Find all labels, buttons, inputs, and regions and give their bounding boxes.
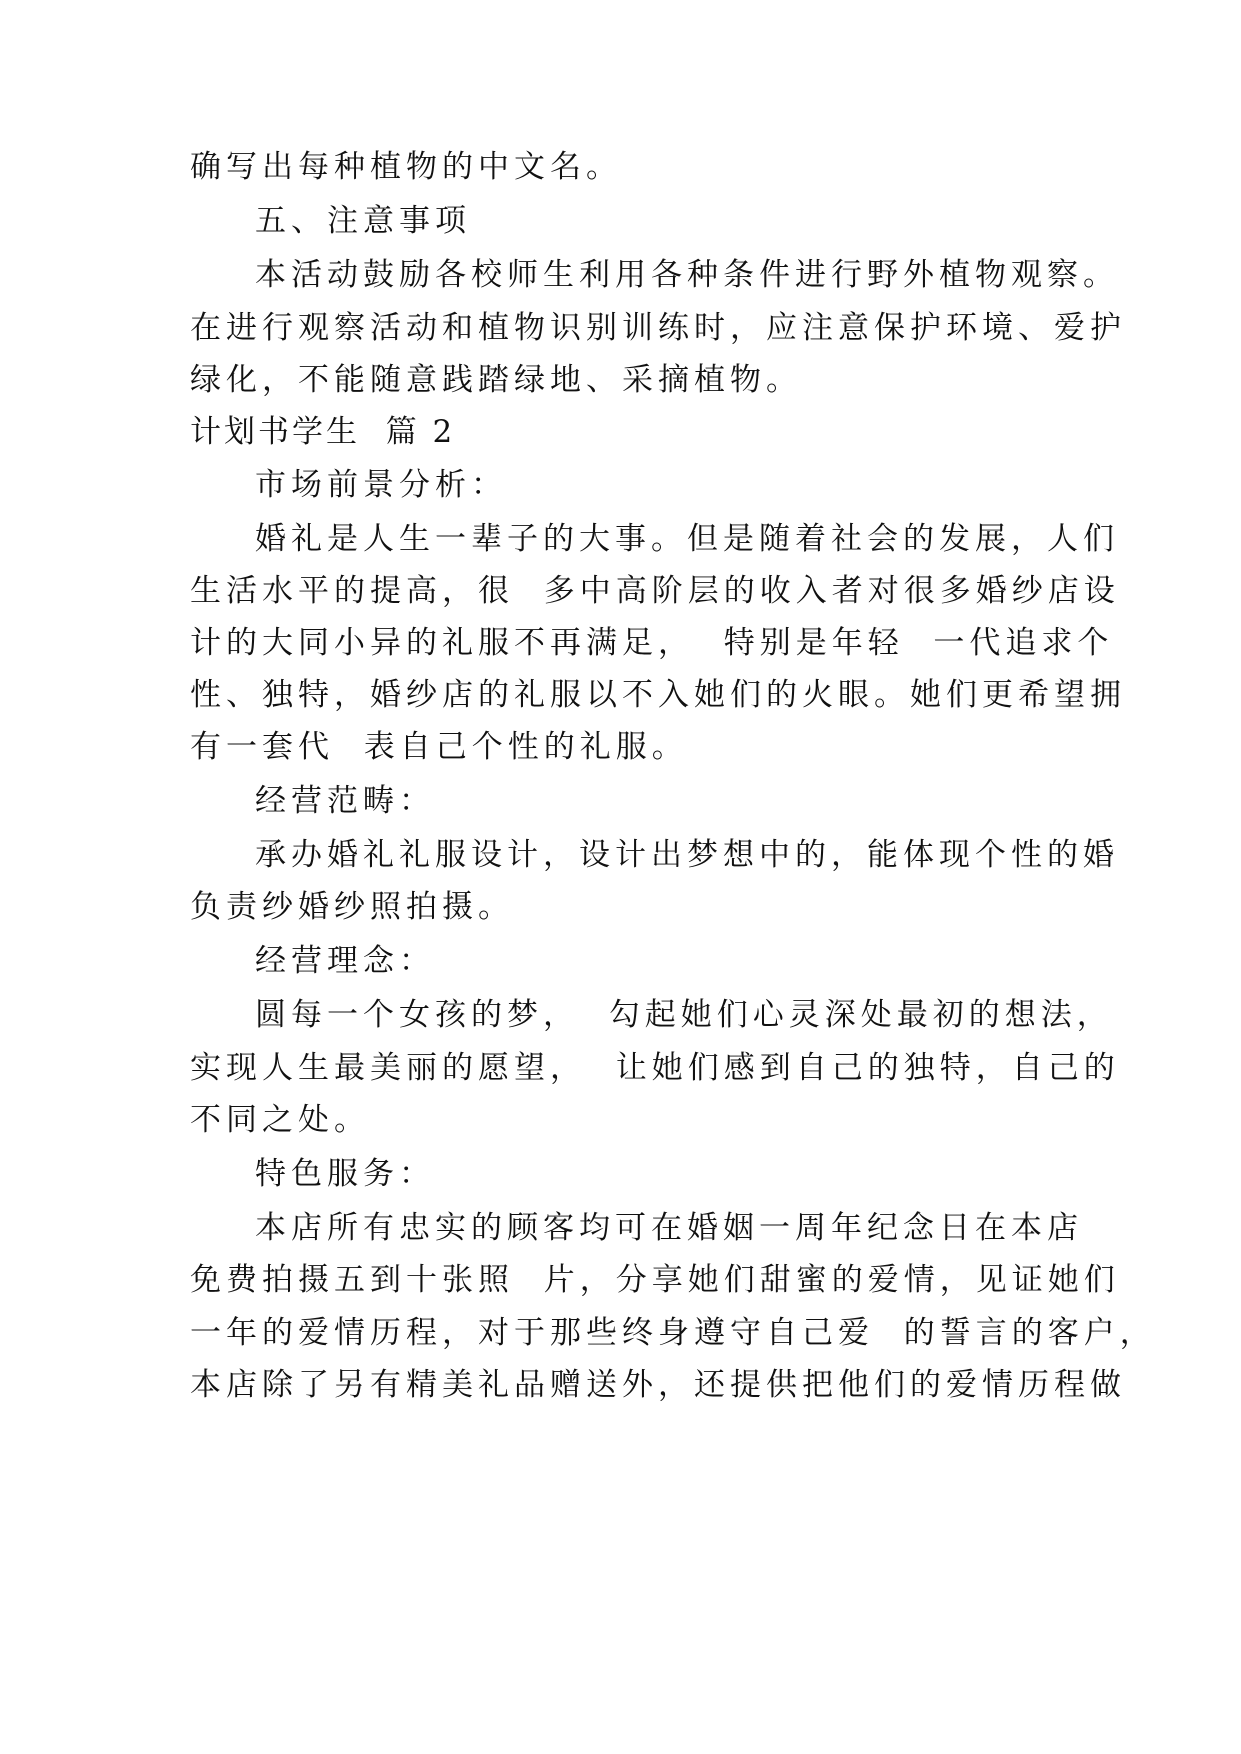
paragraph-line: 计的大同小异的礼服不再满足， 特别是年轻 一代追求个 xyxy=(190,625,1114,661)
paragraph-line: 实现人生最美丽的愿望， 让她们感到自己的独特，自己的 xyxy=(190,1050,1120,1086)
section-heading: 经营理念： xyxy=(255,943,435,979)
paragraph-line: 绿化，不能随意践踏绿地、采摘植物。 xyxy=(190,362,802,398)
paragraph-line: 在进行观察活动和植物识别训练时，应注意保护环境、爱护 xyxy=(190,310,1126,346)
paragraph-line: 生活水平的提高，很 多中高阶层的收入者对很多婚纱店设 xyxy=(190,573,1120,609)
section-heading: 市场前景分析： xyxy=(255,467,507,503)
paragraph-line: 婚礼是人生一辈子的大事。但是随着社会的发展，人们 xyxy=(255,521,1119,557)
paragraph-line: 本店除了另有精美礼品赠送外，还提供把他们的爱情历程做 xyxy=(190,1367,1126,1403)
paragraph-line: 本店所有忠实的顾客均可在婚姻一周年纪念日在本店 xyxy=(255,1210,1083,1246)
section-heading: 经营范畴： xyxy=(255,783,435,819)
paragraph-line: 免费拍摄五到十张照 片，分享她们甜蜜的爱情，见证她们 xyxy=(190,1262,1120,1298)
paragraph-line: 承办婚礼礼服设计，设计出梦想中的，能体现个性的婚 xyxy=(255,837,1119,873)
paragraph-line: 负责纱婚纱照拍摄。 xyxy=(190,889,514,925)
paragraph-line: 一年的爱情历程，对于那些终身遵守自己爱 的誓言的客户， xyxy=(190,1315,1156,1351)
paragraph-line: 有一套代 表自己个性的礼服。 xyxy=(190,729,688,765)
paragraph-line: 圆每一个女孩的梦， 勾起她们心灵深处最初的想法， xyxy=(255,997,1113,1033)
article-title: 计划书学生 篇 2 xyxy=(190,414,456,450)
paragraph-line: 不同之处。 xyxy=(190,1102,370,1138)
paragraph-line: 本活动鼓励各校师生利用各种条件进行野外植物观察。 xyxy=(255,257,1119,293)
section-heading: 特色服务： xyxy=(255,1156,435,1192)
paragraph-line: 确写出每种植物的中文名。 xyxy=(190,149,622,185)
paragraph-line: 性、独特，婚纱店的礼服以不入她们的火眼。她们更希望拥 xyxy=(190,677,1126,713)
section-heading: 五、注意事项 xyxy=(255,203,471,239)
